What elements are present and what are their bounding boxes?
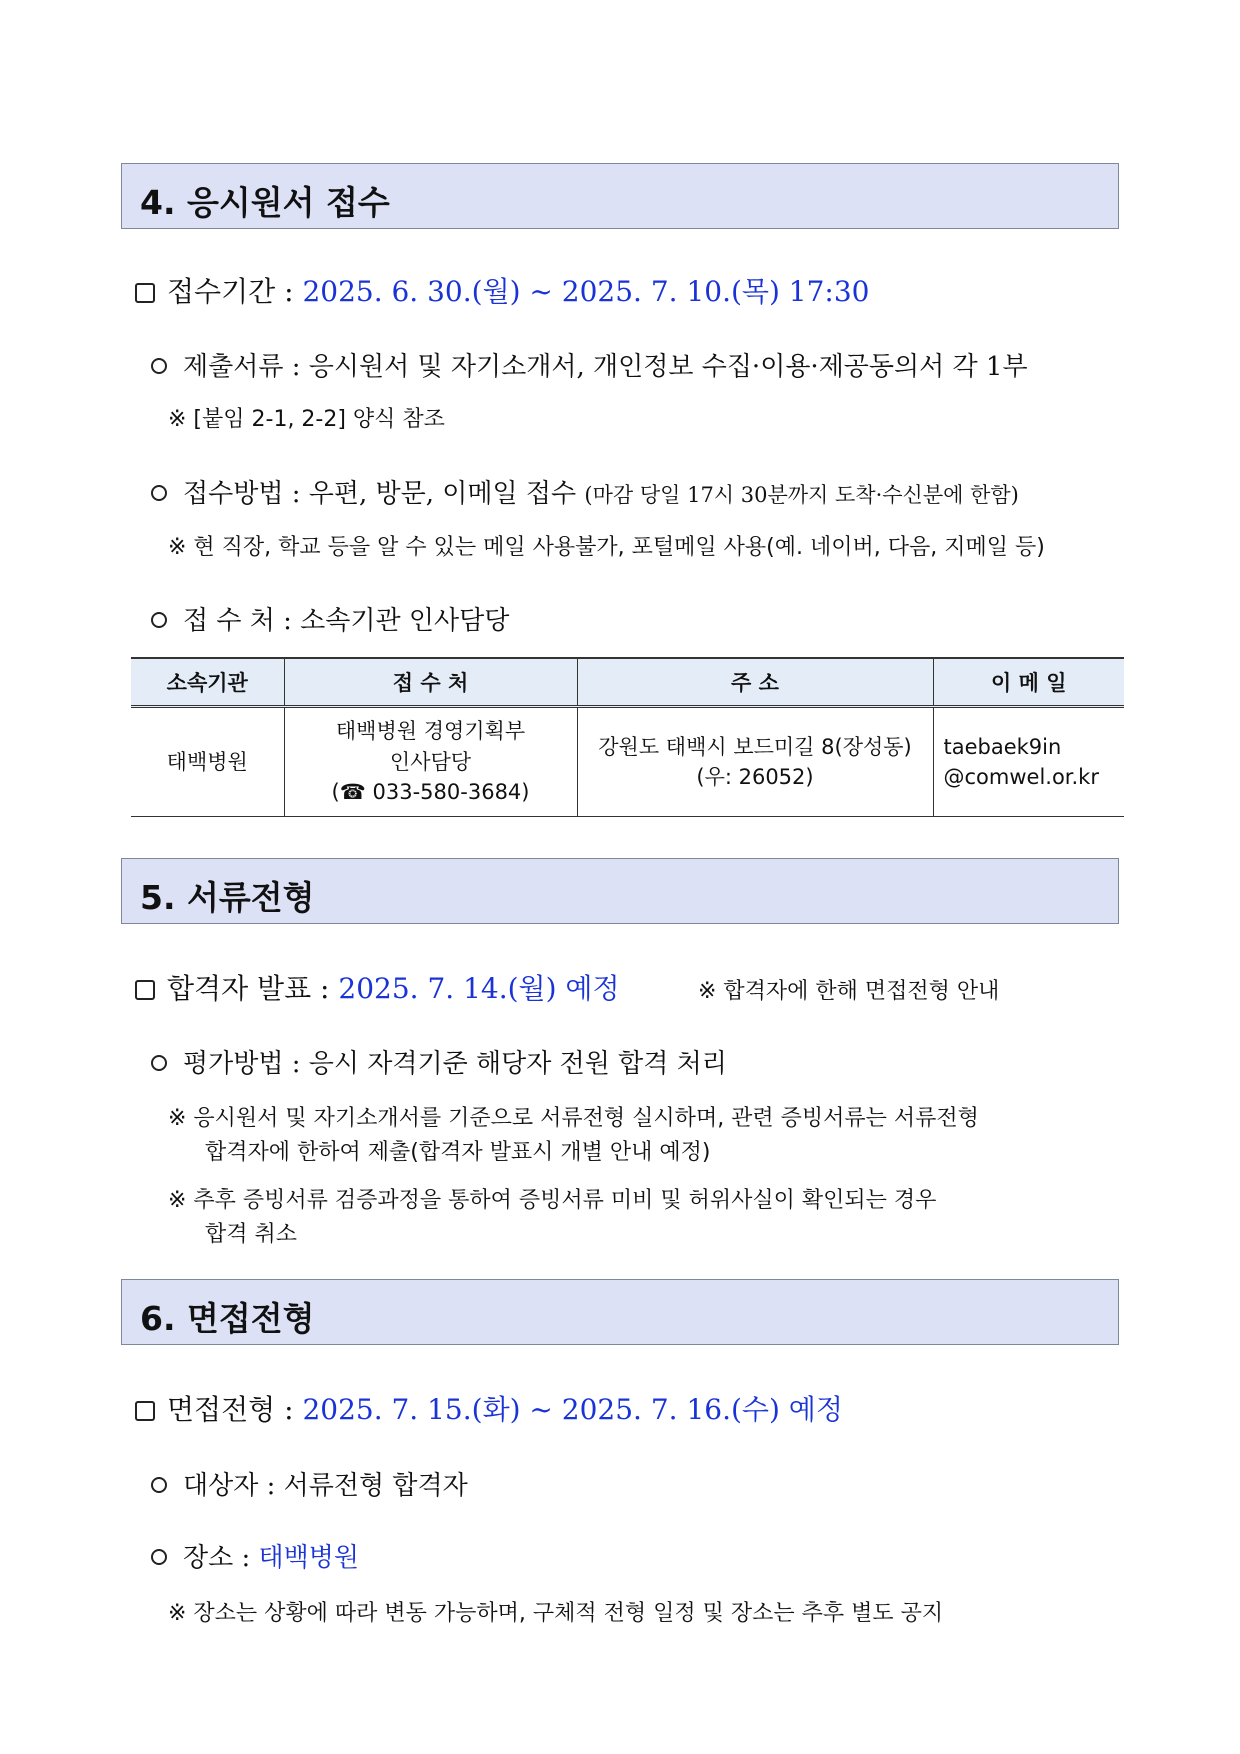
section-6-title: 6. 면접전형 bbox=[140, 1299, 315, 1338]
place-item bbox=[151, 600, 509, 637]
target-text: 대상자 : 서류전형 합격자 bbox=[183, 1471, 468, 1501]
documents-item bbox=[151, 346, 1028, 383]
period-label: 접수기간 : bbox=[167, 275, 303, 308]
method-main: 접수방법 : 우편, 방문, 이메일 접수 bbox=[183, 479, 577, 509]
address-line: 강원도 태백시 보드미길 8(장성동) bbox=[598, 734, 912, 759]
announce-value: 2025. 7. 14.(월) 예정 bbox=[338, 972, 620, 1005]
documents-note: ※ [붙임 2-1, 2-2] 양식 참조 bbox=[168, 407, 445, 432]
square-bullet-icon bbox=[135, 1401, 155, 1421]
section-6-header bbox=[121, 1279, 1119, 1345]
circle-bullet-icon bbox=[151, 1055, 167, 1071]
announce-note: ※ 합격자에 한해 면접전형 안내 bbox=[698, 979, 1000, 1004]
circle-bullet-icon bbox=[151, 1477, 167, 1493]
documents-text: 제출서류 : 응시원서 및 자기소개서, 개인정보 수집·이용·제공동의서 각 1부 bbox=[183, 352, 1028, 382]
cell-dept bbox=[284, 707, 577, 817]
venue-value: 태백병원 bbox=[258, 1543, 359, 1573]
announce-label: 합격자 발표 : bbox=[167, 972, 339, 1005]
section-5-header bbox=[121, 858, 1119, 924]
announcement bbox=[135, 967, 620, 1007]
section-5-title: 5. 서류전형 bbox=[140, 878, 315, 917]
table-row bbox=[131, 707, 1124, 817]
email-line: taebaek9in bbox=[943, 734, 1062, 759]
place-text: 접 수 처 : 소속기관 인사담당 bbox=[183, 606, 510, 636]
cell-email[interactable] bbox=[933, 707, 1124, 817]
circle-bullet-icon bbox=[151, 358, 167, 374]
evaluation-item bbox=[151, 1043, 727, 1080]
postal-code: (우: 26052) bbox=[696, 765, 814, 789]
table-header-row bbox=[131, 658, 1124, 707]
header-email: 이 메 일 bbox=[933, 658, 1124, 707]
venue-item bbox=[151, 1537, 359, 1574]
dept-line: 태백병원 경영기획부 bbox=[335, 719, 526, 744]
circle-bullet-icon bbox=[151, 1549, 167, 1565]
period-value: 2025. 6. 30.(월) ~ 2025. 7. 10.(목) 17:30 bbox=[302, 275, 870, 308]
section-4-title: 4. 응시원서 접수 bbox=[140, 183, 390, 222]
header-org: 소속기관 bbox=[131, 658, 284, 707]
evaluation-text: 평가방법 : 응시 자격기준 해당자 전원 합격 처리 bbox=[183, 1049, 727, 1079]
cell-address bbox=[577, 707, 933, 817]
interview-period bbox=[135, 1388, 843, 1428]
email-line: @comwel.or.kr bbox=[943, 765, 1099, 789]
application-period bbox=[135, 270, 870, 310]
method-note: ※ 현 직장, 학교 등을 알 수 있는 메일 사용불가, 포털메일 사용(예. 네이버, 다음, 지메일 등) bbox=[168, 535, 1045, 560]
note-2-line-2: 합격 취소 bbox=[205, 1222, 298, 1247]
interview-value: 2025. 7. 15.(화) ~ 2025. 7. 16.(수) 예정 bbox=[302, 1393, 843, 1426]
method-sub: (마감 당일 17시 30분까지 도착·수신분에 한함) bbox=[584, 483, 1019, 507]
dept-line: 인사담당 bbox=[389, 749, 472, 774]
header-dept: 접 수 처 bbox=[284, 658, 577, 707]
dept-phone: (☎ 033-580-3684) bbox=[331, 780, 530, 805]
note-1-line-2: 합격자에 한하여 제출(합격자 발표시 개별 안내 예정) bbox=[205, 1140, 711, 1165]
cell-org: 태백병원 bbox=[131, 707, 284, 817]
method-item bbox=[151, 473, 1019, 510]
interview-label: 면접전형 : bbox=[167, 1393, 303, 1426]
note-2-line-1: ※ 추후 증빙서류 검증과정을 통하여 증빙서류 미비 및 허위사실이 확인되는 경우 bbox=[168, 1188, 937, 1213]
header-address: 주 소 bbox=[577, 658, 933, 707]
note-1-line-1: ※ 응시원서 및 자기소개서를 기준으로 서류전형 실시하며, 관련 증빙서류는 서류전형 bbox=[168, 1106, 979, 1131]
reception-table bbox=[131, 657, 1124, 817]
circle-bullet-icon bbox=[151, 612, 167, 628]
target-item bbox=[151, 1465, 468, 1502]
venue-label: 장소 : bbox=[183, 1543, 259, 1573]
venue-note: ※ 장소는 상황에 따라 변동 가능하며, 구체적 전형 일정 및 장소는 추후 별도 공지 bbox=[168, 1601, 944, 1626]
square-bullet-icon bbox=[135, 283, 155, 303]
square-bullet-icon bbox=[135, 980, 155, 1000]
circle-bullet-icon bbox=[151, 485, 167, 501]
section-4-header bbox=[121, 163, 1119, 229]
